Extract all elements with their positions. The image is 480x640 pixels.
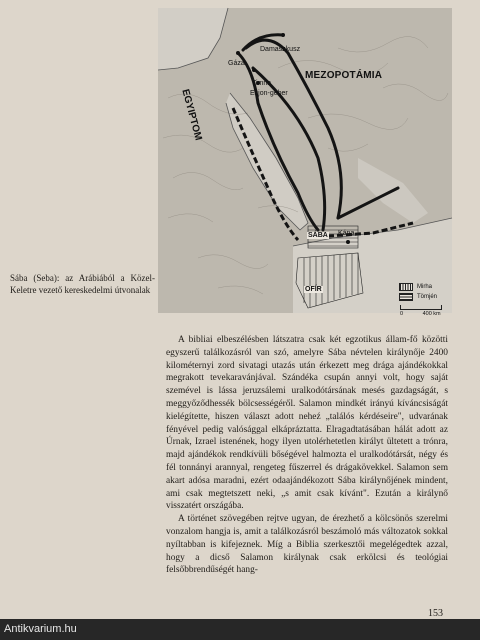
mirha-swatch (399, 283, 413, 291)
trade-routes-solid (238, 35, 398, 230)
page-number: 153 (428, 608, 443, 619)
label-ofir: OFÍR (305, 286, 322, 293)
scale-end: 400 km (422, 311, 441, 317)
map-caption: Sába (Seba): az Arábiából a Közel-Keletre vezető kereskedelmi útvonalak (10, 273, 155, 295)
label-timna: Timna (252, 80, 272, 87)
tomjen-swatch (399, 293, 413, 301)
legend-label-tomjen: Tömjén (417, 294, 438, 300)
legend-item-mirha (399, 282, 449, 292)
trade-route-map (158, 8, 452, 317)
label-ecjon-geber: Ecjon-geber (250, 90, 288, 97)
watermark: Antikvarium.hu (0, 619, 480, 640)
legend-item-tomjen (399, 292, 449, 302)
mediterranean-sea (158, 8, 228, 70)
label-gaza: Gáza (228, 60, 245, 67)
label-egyiptom: EGYIPTOM (179, 88, 204, 142)
label-kana: Kána (338, 230, 355, 237)
label-saba: SÁBA (308, 232, 328, 239)
marker-timna (252, 68, 256, 72)
scale-zero: 0 (400, 311, 404, 317)
scale-bar (400, 305, 442, 310)
legend-label-mirha: Mirha (417, 284, 433, 290)
paragraph-2: A történet szövegében rejtve ugyan, de érezhető a kölcsönös szerelmi vonzalom hangja is, amit a találkozásról beszámoló más változatok sokkal nyíltabban is kifejeznek. Míg a Biblia szerkesztői megelégedtek azzal, hogy a dicső Salamon királynak csak erkölcsi és teológiai felsőbbrendűségét hang- (166, 514, 448, 576)
paragraph-1: A bibliai elbeszélésben látszatra csak két egzotikus állam-fő közötti egyszerű találkozásról van szó, amelyre Sába névtelen királynője 2400 kilométernyi zord sivatagi utazás után érkezett meg drága ajándékokkal megrakott tevekaravánjával. Szándéka csupán annyi volt, hogy saját szemével is lássa jeruzsálemi uralkodótársának mesés gazdagságát, s meggyőződhessék bölcsességéről. Salamon mindkét irányú kíváncsiságát kielégítette, hiszen választ adott neheź „találós kérdéseire", udvarának fényével pedig valósággal elkápráztatta. Elragadtatásában hálát adott az Úrnak, Izrael istenének, hogy ilyen utolérhetetlen királyt ültetett a trónra, majd ajándékok rendkívüli bőségével halmozta el uralkodótársát, négy és fél tonnányi arannyal, rengeteg fűszerrel és drágakövekkel. Salamon sem akart adósa maradni, ezért odaajándékozott Sába királynőjének mindent, ami csak megtetszett neki, „s amit csak kívánt". Ezután a királynő visszatért országába. (166, 335, 448, 512)
map-scale (400, 305, 442, 317)
label-damaszkusz: Damaszkusz (260, 46, 301, 53)
marker-damaszkusz (281, 33, 285, 37)
body-text (166, 334, 448, 577)
marker-kana (346, 240, 350, 244)
marker-gaza (236, 51, 240, 55)
map-legend (399, 282, 449, 302)
map-graphic (158, 8, 452, 313)
label-mezopotamia: MEZOPOTÁMIA (305, 70, 383, 81)
